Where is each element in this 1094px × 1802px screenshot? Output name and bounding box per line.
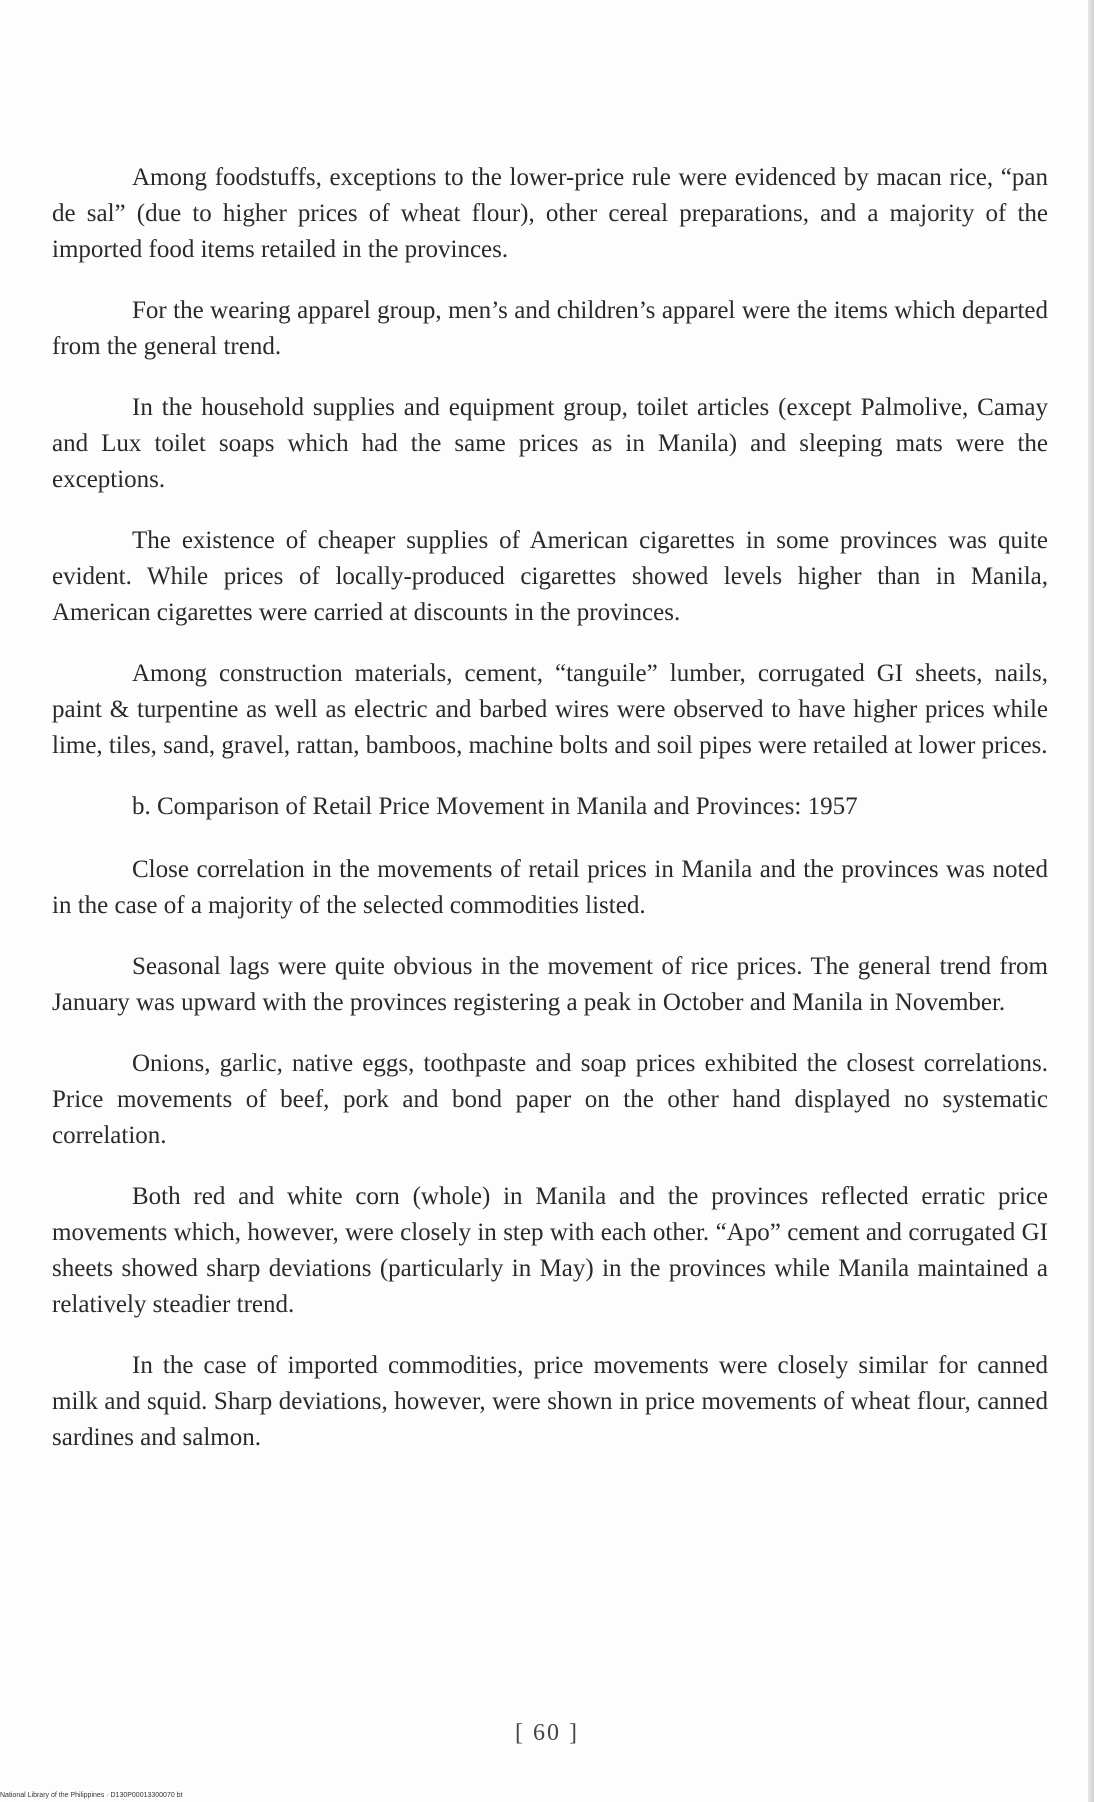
paragraph-close-correlation: Close correlation in the movements of retail prices in Manila and the provinces was noted in the case of a majority of the selected commodities listed.: [52, 856, 1048, 919]
page-number: [ 60 ]: [515, 1720, 579, 1746]
paragraph-closest-correlations: Onions, garlic, native eggs, toothpaste and soap prices exhibited the closest correlations. Price movements of beef, pork and bond paper on the other hand displayed no systematic correlation.: [52, 1050, 1048, 1149]
paragraph-wearing-apparel: For the wearing apparel group, men’s and children’s apparel were the items which departed from the general trend.: [52, 297, 1048, 360]
paragraph-foodstuffs: Among foodstuffs, exceptions to the lower-price rule were evidenced by macan rice, “pan de sal” (due to higher prices of wheat flour), other cereal preparations, and a majority of the imported food items retailed in the provinces.: [52, 164, 1048, 263]
paragraph-construction-materials: Among construction materials, cement, “tanguile” lumber, corrugated GI sheets, nails, paint & turpentine as well as electric and barbed wires were observed to have higher prices while lime, tiles, sand, gravel, rattan, bamboos, machine bolts and soil pipes were retailed at lower prices.: [52, 660, 1048, 759]
paragraph-imported-commodities: In the case of imported commodities, price movements were closely similar for canned milk and squid. Sharp deviations, however, were shown in price movements of wheat flour, canned sardines and salmon.: [52, 1352, 1048, 1451]
body-text: [52, 160, 1048, 1481]
paragraph-corn-and-cement: Both red and white corn (whole) in Manila and the provinces reflected erratic price movements which, however, were closely in step with each other. “Apo” cement and corrugated GI sheets showed sharp deviations (particularly in May) in the provinces while Manila maintained a relatively steadier trend.: [52, 1183, 1048, 1318]
section-heading: b. Comparison of Retail Price Movement in Manila and Provinces: 1957: [132, 793, 858, 820]
paragraph-seasonal-lags: Seasonal lags were quite obvious in the movement of rice prices. The general trend from January was upward with the provinces registering a peak in October and Manila in November.: [52, 953, 1048, 1016]
footer-caption: National Library of the Philippines · D130P00013300070 bt: [0, 1792, 183, 1799]
paragraph-cigarettes: The existence of cheaper supplies of American cigarettes in some provinces was quite evident. While prices of locally-produced cigarettes showed levels higher than in Manila, American cigarettes were carried at discounts in the provinces.: [52, 527, 1048, 626]
page-edge-shadow: [1088, 0, 1094, 1802]
paragraph-household-supplies: In the household supplies and equipment group, toilet articles (except Palmolive, Camay and Lux toilet soaps which had the same prices as in Manila) and sleeping mats were the exceptions.: [52, 394, 1048, 493]
